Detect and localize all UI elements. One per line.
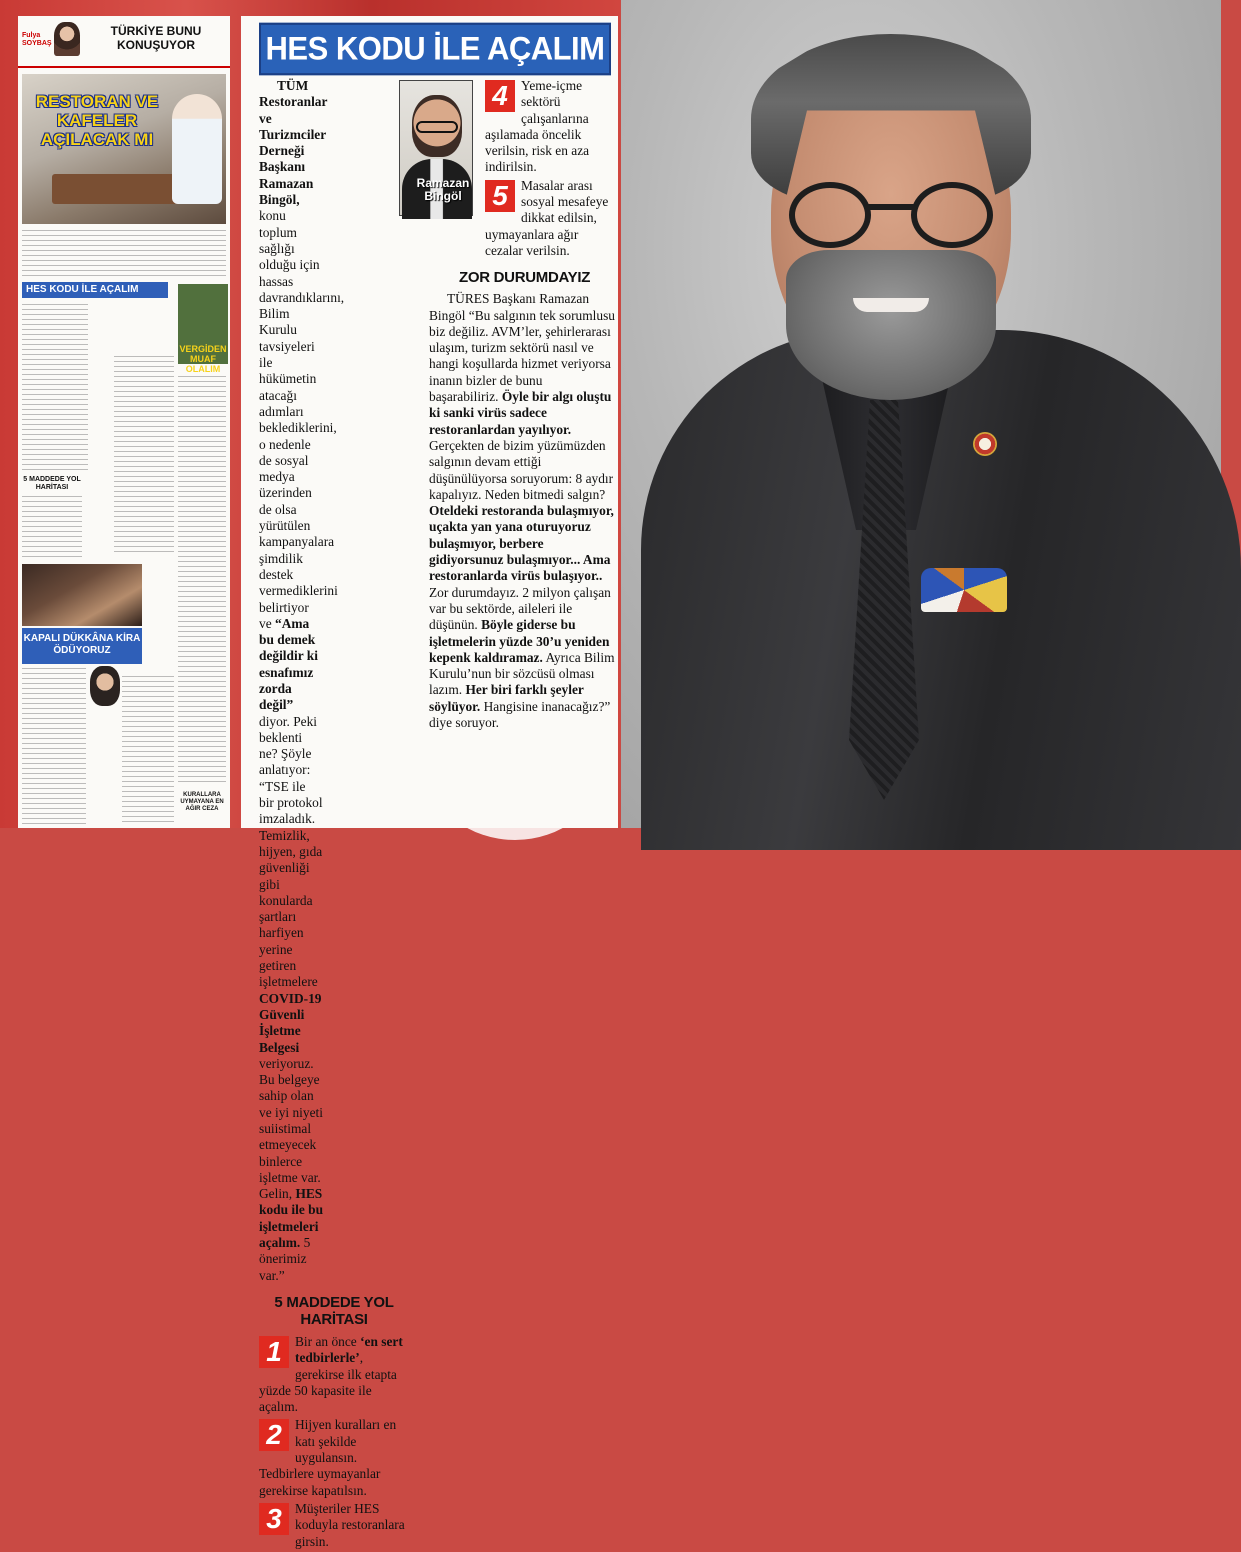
intro-bold: TÜM Restoranlar ve Turizmciler Derneği Başkanı Ramazan Bingöl, xyxy=(259,78,328,208)
body-p2: Gerçekten de bizim yüzümüzden salgının devam ettiği düşünülüyorsa soruyorum: 8 aydır kapalıyız. Neden bitmedi salgın? xyxy=(429,437,614,502)
article-column-2 xyxy=(429,78,615,731)
article-body-paragraph xyxy=(429,291,615,731)
roadmap-item-5-text: Masalar arası sosyal mesafeye dikkat edilsin, uymayanlara ağır cezalar verilsin. xyxy=(485,177,609,258)
body-p4: Ayrıca Bilim Kurulu’nun bir sözcüsü olması lazım. xyxy=(429,649,615,698)
thumbnail-hero-title: RESTORAN VE KAFELER AÇILACAK MI xyxy=(35,92,159,149)
thumbnail-box-title: 5 MADDEDE YOL HARİTASI xyxy=(23,476,81,491)
gray-beard xyxy=(786,250,996,400)
thumbnail-section-bar: HES KODU İLE AÇALIM xyxy=(22,282,168,298)
roadmap-item-3-text: Müşteriler HES koduyla restoranlara girsin. xyxy=(295,1500,405,1549)
portrait-caption: Ramazan Bingöl xyxy=(416,176,470,203)
roadmap-item-4-text: Yeme-içme sektörü çalışanlarına aşılamada öncelik verilsin, risk en aza indirilsin. xyxy=(485,78,590,175)
man-portrait-photo xyxy=(621,0,1221,828)
roadmap-number-4: 4 xyxy=(485,80,515,112)
intro-rest: konu toplum sağlığı olduğu için hassas davrandıklarını, Bilim Kurulu tavsiyeleri ile hükümetin atacağı adımları beklediklerini, o nedenle de sosyal medya üzerinden de olsa yürütülen kampanyalara şimdilik destek vermediklerini belirtiyor ve xyxy=(259,208,345,631)
roadmap-number-2: 2 xyxy=(259,1419,289,1451)
roadmap-number-3: 3 xyxy=(259,1503,289,1535)
roadmap-item-1-bold: ‘en sert tedbirlerle’ xyxy=(295,1333,403,1366)
roadmap-number-1: 1 xyxy=(259,1336,289,1368)
after-quote: diyor. Peki beklenti ne? Şöyle anlatıyor: “TSE ile bir protokol imzaladık. Temizlik, hijyen, gıda güvenliği gibi konularda şartları harfiyen yerine getiren işletmelere xyxy=(259,713,323,990)
article-column-1 xyxy=(259,78,409,1552)
hes-bold: HES kodu ile bu işletmeleri açalım. xyxy=(259,1186,324,1251)
thumbnail-author: Fulya SOYBAŞ xyxy=(22,32,52,47)
waitress-shape xyxy=(172,94,222,204)
thumbnail-restaurant-photo xyxy=(22,564,142,626)
thumbnail-text-col-1 xyxy=(22,304,88,474)
thumbnail-text-col-2 xyxy=(114,356,174,556)
article-intro-paragraph xyxy=(259,78,409,1284)
roadmap-item-2-text: Hijyen kuralları en katı şekilde uygulansın. Tedbirlere uymayanlar gerekirse kapatılsın. xyxy=(259,1417,397,1498)
body-p1: TÜRES Başkanı Ramazan Bingöl “Bu salgının tek sorumlusu biz değiliz. AVM’ler, şehirlerarası ulaşım, turizm sektörü nasıl ve hangi koşullarda hizmet veriyorsa inanın bizler de bunu başarabiliriz. xyxy=(429,291,615,405)
smile xyxy=(853,298,929,312)
roadmap-item-2 xyxy=(259,1417,409,1498)
after-certificate: veriyoruz. Bu belgeye sahip olan ve iyi niyeti suiistimal etmeyecek binlerce işletme var. Gelin, xyxy=(259,1055,323,1202)
roadmap-item-3 xyxy=(259,1501,409,1550)
section-subtitle: ZOR DURUMDAYIZ xyxy=(459,269,591,287)
body-p3-bold: Böyle giderse bu işletmelerin yüzde 30’u yeniden kepenk kaldıramaz. xyxy=(429,617,610,665)
body-p1-bold: Öyle bir algı oluştu ki sanki virüs sadece restoranlardan yayılıyor. xyxy=(429,389,612,437)
roadmap-item-1-pre: Bir an önce xyxy=(295,1333,361,1349)
roadmap-number-5: 5 xyxy=(485,180,515,212)
lapel-pin-icon xyxy=(973,432,997,456)
intro-end: 5 önerimiz var.” xyxy=(259,1235,311,1283)
roadmap-title: 5 MADDEDE YOL HARİTASI xyxy=(274,1293,394,1328)
roadmap-item-1-post: , gerekirse ilk etapta yüzde 50 kapasite ile açalım. xyxy=(259,1350,397,1415)
body-p2-bold: Oteldeki restoranda bulaşmıyor, uçakta yan yana oturuyoruz bulaşmıyor, berbere gidiyorsunuz bulaşmıyor... Ama restoranlarda virüs bulaşıyor.. xyxy=(429,503,614,584)
thumbnail-second-bar: KAPALI DÜKKÂNA KİRA ÖDÜYORUZ xyxy=(22,628,142,664)
thumbnail-header xyxy=(18,16,230,68)
thumbnail-text-col-5 xyxy=(22,668,86,824)
body-p4-bold: Her biri farklı şeyler söylüyor. xyxy=(429,682,584,714)
thumbnail-small-box: KURALLARA UYMAYANA EN AĞIR CEZA xyxy=(180,792,224,812)
glasses-left-lens xyxy=(789,182,871,248)
roadmap-item-5 xyxy=(429,178,615,259)
thumbnail-small-portrait xyxy=(90,666,120,706)
author-photo xyxy=(54,22,80,56)
thumbnail-hero-photo xyxy=(22,74,226,224)
glasses-right-lens xyxy=(911,182,993,248)
body-p5: Hangisine inanacağız?” diye soruyor. xyxy=(429,698,611,730)
thumbnail-side-title: VERGİDEN MUAF OLALIM xyxy=(179,344,227,374)
thumbnail-lead-text-lines xyxy=(22,230,226,278)
thumbnail-text-col-3 xyxy=(178,376,226,786)
quote-bold: “Ama bu demek değildir ki esnafımız zorda değil” xyxy=(259,615,318,713)
article-page xyxy=(241,16,618,1549)
newspaper-page-thumbnail xyxy=(18,16,230,828)
roadmap-item-1 xyxy=(259,1334,409,1415)
certificate-bold: COVID-19 Güvenli İşletme Belgesi xyxy=(259,990,322,1055)
glasses-bridge xyxy=(867,204,915,210)
roadmap-item-4 xyxy=(429,78,615,176)
body-p3: Zor durumdayız. 2 milyon çalışan var bu sektörde, aileleri ile düşünün. xyxy=(429,584,611,633)
thumbnail-text-col-6 xyxy=(122,676,174,824)
thumbnail-column-title: TÜRKİYE BUNU KONUŞUYOR xyxy=(110,24,202,52)
pocket-square xyxy=(921,568,1007,612)
thumbnail-text-col-4 xyxy=(22,496,82,560)
article-headline: HES KODU İLE AÇALIM xyxy=(259,23,611,76)
